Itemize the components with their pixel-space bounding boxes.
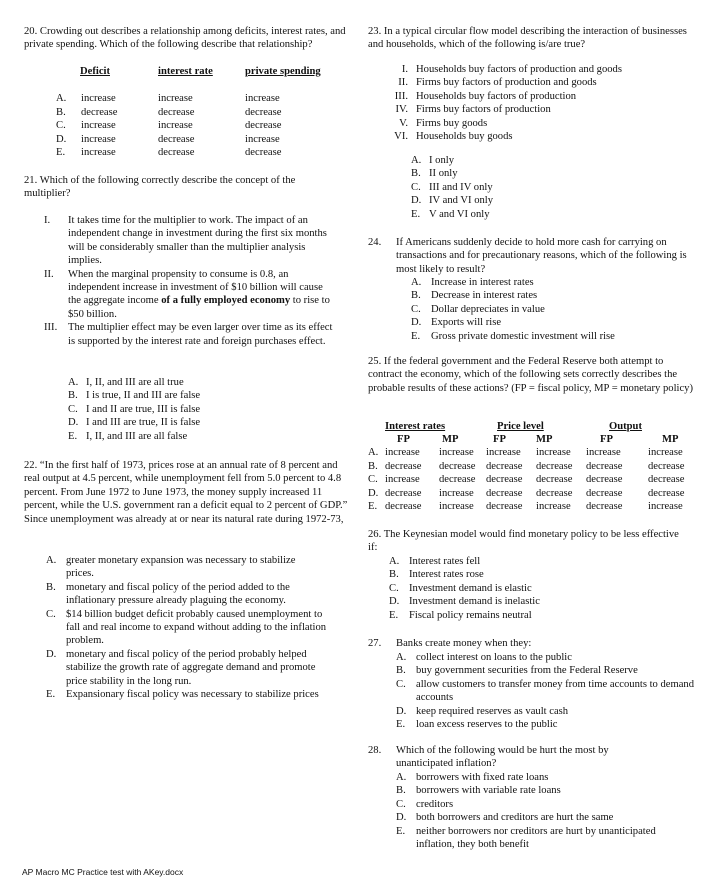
statement: III. Households buy factors of production <box>394 90 577 102</box>
answer-option-e[interactable]: E. I, II, and III are all false <box>68 430 188 442</box>
answer-option-c[interactable]: C. allow customers to transfer money from time accounts to demand accounts <box>396 678 695 704</box>
statement: I. Households buy factors of production and goods <box>401 64 622 75</box>
group-header-output: Output <box>609 421 642 432</box>
answer-option-c[interactable]: C. creditors <box>396 798 454 810</box>
subheader: FP <box>493 434 506 445</box>
statement: IV. Firms buy factors of production <box>395 104 551 116</box>
answer-option-c[interactable]: C. Investment demand is elastic <box>389 582 532 594</box>
table-row[interactable]: D. decrease increase decrease decrease decrease decrease <box>368 487 685 499</box>
question-stem: 26. The Keynesian model would find monetary policy to be less effective if: <box>368 529 679 554</box>
question-24 <box>368 236 698 276</box>
table-row[interactable]: C. increase decrease decrease decrease decrease decrease <box>368 474 685 486</box>
question-stem: 23. In a typical circular flow model describing the interaction of businesses and households, which of the following is/are true? <box>368 26 687 51</box>
answer-option-b[interactable]: B. Interest rates rose <box>389 569 484 581</box>
q25-table <box>368 420 698 520</box>
answer-option-b[interactable]: B. monetary and fiscal policy of the period added to the inflationary pressure already plaguing the economy. <box>46 581 290 607</box>
q23-statements <box>380 63 700 143</box>
subheader: MP <box>442 434 459 445</box>
subheader: FP <box>397 434 410 445</box>
answer-option-a[interactable]: A. Increase in interest rates <box>411 277 534 288</box>
q24-options <box>411 276 701 343</box>
answer-option-b[interactable]: B. Decrease in interest rates <box>411 290 538 302</box>
answer-option-b[interactable]: B. II only <box>411 168 458 180</box>
table-row[interactable]: B. decrease decrease decrease <box>56 106 282 118</box>
question-stem: 20. Crowding out describes a relationship among deficits, interest rates, and private spending. Which of the following describe that relationship? <box>24 26 346 51</box>
col-header-private-spending: private spending <box>245 66 321 77</box>
table-row[interactable]: A. increase increase increase increase increase increase <box>368 447 683 458</box>
question-25 <box>368 355 698 395</box>
question-28 <box>368 744 688 771</box>
answer-option-b[interactable]: B. I is true, II and III are false <box>68 390 201 402</box>
answer-option-d[interactable]: D. keep required reserves as vault cash <box>396 705 569 717</box>
statement: II. When the marginal propensity to consume is 0.8, an independent increase in investment of $10 billion will cause the aggregate income of a fully employed economy to rise to $50 billion. <box>44 268 330 320</box>
group-header-interest-rates: Interest rates <box>385 421 446 432</box>
col-header-interest-rate: interest rate <box>158 66 213 77</box>
answer-option-e[interactable]: E. Fiscal policy remains neutral <box>389 609 532 621</box>
statement: III. The multiplier effect may be even larger over time as its effect is supported by the interest rate and foreign purchases effect. <box>44 322 333 347</box>
answer-option-d[interactable]: D. I and III are true, II is false <box>68 417 201 429</box>
answer-option-a[interactable]: A. greater monetary expansion was necessary to stabilize prices. <box>46 555 296 580</box>
table-row[interactable]: E. decrease increase decrease increase decrease increase <box>368 501 683 513</box>
statement: VI. Households buy goods <box>394 131 513 143</box>
q26-options <box>389 555 679 622</box>
answer-option-c[interactable]: C. Dollar depreciates in value <box>411 303 545 315</box>
q22-options <box>46 554 346 701</box>
document-footer: AP Macro MC Practice test with AKey.docx <box>22 867 184 877</box>
answer-option-d[interactable]: D. both borrowers and creditors are hurt the same <box>396 812 614 824</box>
question-stem: 21. Which of the following correctly describe the concept of the multiplier? <box>24 175 296 200</box>
q28-options <box>396 771 696 851</box>
statement: II. Firms buy factors of production and goods <box>398 77 597 89</box>
answer-option-e[interactable]: E. Gross private domestic investment will rise <box>411 330 615 342</box>
question-23 <box>368 25 693 52</box>
answer-option-a[interactable]: A. borrowers with fixed rate loans <box>396 772 549 783</box>
answer-option-e[interactable]: E. loan excess reserves to the public <box>396 719 558 731</box>
answer-option-a[interactable]: A. collect interest on loans to the public <box>396 652 572 663</box>
answer-option-b[interactable]: B. borrowers with variable rate loans <box>396 785 561 797</box>
question-stem: If Americans suddenly decide to hold more cash for carrying on transactions and for precautionary reasons, which of the following is most likely to result? <box>396 237 687 275</box>
answer-option-e[interactable]: E. V and VI only <box>411 208 490 220</box>
table-row[interactable]: E. increase decrease decrease <box>56 147 282 159</box>
answer-option-c[interactable]: C. III and IV only <box>411 181 493 193</box>
table-row[interactable]: D. increase decrease increase <box>56 133 280 145</box>
q23-options <box>411 154 671 221</box>
question-stem: Banks create money when they: <box>396 638 532 649</box>
statement: V. Firms buy goods <box>399 117 488 129</box>
question-number: 27. <box>368 638 382 649</box>
col-header-deficit: Deficit <box>80 66 110 77</box>
table-row[interactable]: B. decrease decrease decrease decrease decrease decrease <box>368 460 685 472</box>
table-row[interactable]: A. increase increase increase <box>56 93 280 104</box>
question-26 <box>368 528 688 555</box>
table-row[interactable]: C. increase increase decrease <box>56 120 282 132</box>
question-22 <box>24 459 354 526</box>
q27-options <box>396 651 696 731</box>
answer-option-a[interactable]: A. I, II, and III are all true <box>68 377 184 388</box>
question-27 <box>368 637 698 650</box>
answer-option-c[interactable]: C. $14 billion budget deficit probably caused unemployment to fall and real income to expand without adding to the inflation problem. <box>46 608 327 647</box>
question-stem: Which of the following would be hurt the most by unanticipated inflation? <box>396 745 609 770</box>
answer-option-e[interactable]: E. Expansionary fiscal policy was necessary to stabilize prices <box>46 689 319 701</box>
question-number: 28. <box>368 745 382 756</box>
question-20 <box>24 25 354 52</box>
answer-option-d[interactable]: D. Exports will rise <box>411 317 502 329</box>
question-stem: 25. If the federal government and the Federal Reserve both attempt to contract the economy, which of the following sets correctly describes the probable results of these actions? (FP = fiscal policy, MP = monetary policy) <box>368 356 693 394</box>
question-stem: 22. “In the first half of 1973, prices rose at an annual rate of 8 percent and real output at 4.5 percent, while unemployment fell from 5.0 percent to 4.8 percent. From June 1972 to June 1973, the money supply increased 11 percent, while the U.S. government ran a deficit equal to 2 percent of GDP.” Since unemployment was already at or near its natural rate during 1972-73, <box>24 460 348 525</box>
question-21 <box>24 174 344 201</box>
answer-option-d[interactable]: D. IV and VI only <box>411 195 494 207</box>
answer-option-b[interactable]: B. buy government securities from the Federal Reserve <box>396 665 638 677</box>
subheader: MP <box>662 434 679 445</box>
q21-options <box>68 376 328 443</box>
statement: I. It takes time for the multiplier to work. The impact of an independent change in investment during the first six months will be considerably smaller than the multiplier analysis implies. <box>44 215 327 267</box>
answer-option-e[interactable]: E. neither borrowers nor creditors are hurt by unanticipated inflation, they both benefit <box>396 825 656 851</box>
question-number: 24. <box>368 237 382 248</box>
subheader: MP <box>536 434 553 445</box>
answer-option-c[interactable]: C. I and II are true, III is false <box>68 403 201 415</box>
q21-statements <box>44 214 344 348</box>
group-header-price-level: Price level <box>497 421 544 432</box>
answer-option-d[interactable]: D. monetary and fiscal policy of the period probably helped stabilize the growth rate of aggregate demand and promote price stability in the long run. <box>46 648 316 687</box>
subheader: FP <box>600 434 613 445</box>
answer-option-a[interactable]: A. I only <box>411 155 455 166</box>
answer-option-d[interactable]: D. Investment demand is inelastic <box>389 596 540 608</box>
answer-option-a[interactable]: A. Interest rates fell <box>389 556 481 567</box>
